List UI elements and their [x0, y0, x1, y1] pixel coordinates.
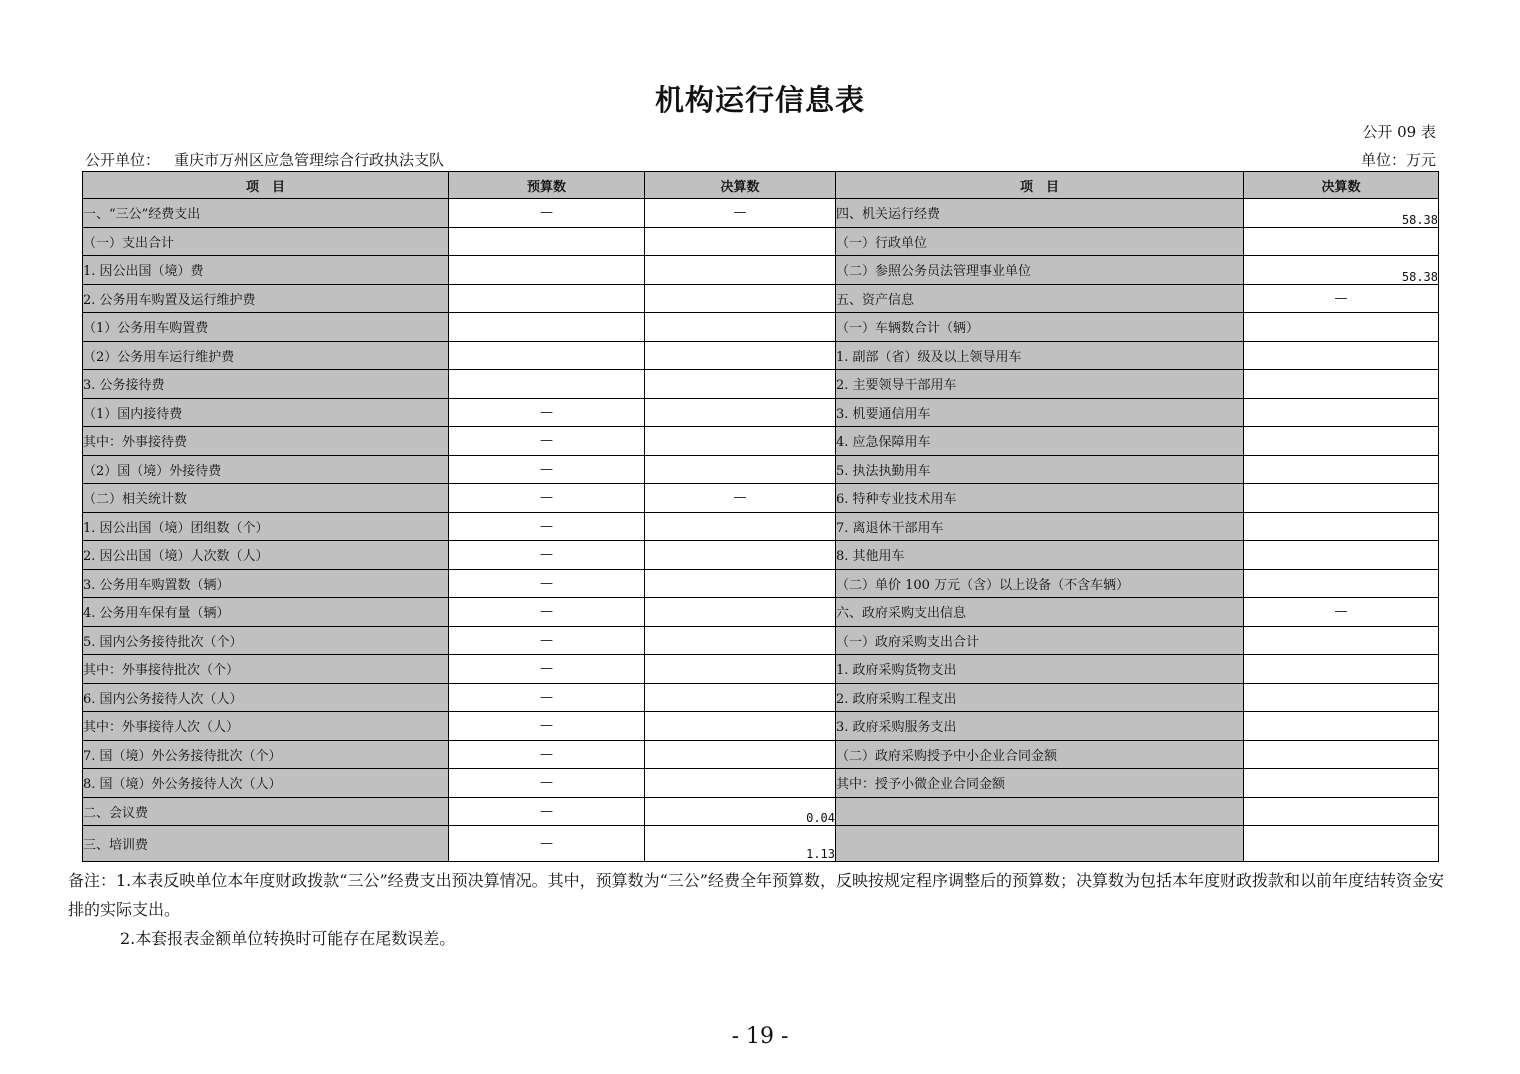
row-item: 3. 公务用车购置数（辆） [83, 569, 449, 598]
row-final-right: — [1244, 598, 1439, 627]
row-item-right: 6. 特种专业技术用车 [836, 484, 1244, 513]
row-final [645, 512, 836, 541]
row-final-right [1244, 541, 1439, 570]
row-final-right [1244, 484, 1439, 513]
header-final-right: 决算数 [1244, 172, 1439, 199]
row-budget: — [449, 712, 645, 741]
row-item-right: （一）车辆数合计（辆） [836, 313, 1244, 342]
row-item-right: 2. 政府采购工程支出 [836, 683, 1244, 712]
row-budget: — [449, 199, 645, 228]
row-item: （1）国内接待费 [83, 398, 449, 427]
row-final [645, 683, 836, 712]
row-final-right: 58.38 [1244, 256, 1439, 285]
row-item: （2）国（境）外接待费 [83, 455, 449, 484]
row-item-right: 1. 副部（省）级及以上领导用车 [836, 341, 1244, 370]
table-row [83, 427, 1439, 456]
row-item: 3. 公务接待费 [83, 370, 449, 399]
row-item-right: 5. 执法执勤用车 [836, 455, 1244, 484]
notes [68, 866, 1458, 953]
row-final-right [1244, 655, 1439, 684]
row-item: 其中：外事接待人次（人） [83, 712, 449, 741]
table-row [83, 341, 1439, 370]
row-budget [449, 256, 645, 285]
table-row [83, 683, 1439, 712]
table-row [83, 712, 1439, 741]
row-budget [449, 370, 645, 399]
header-final: 决算数 [645, 172, 836, 199]
header-item-right: 项 目 [836, 172, 1244, 199]
row-item-right: 1. 政府采购货物支出 [836, 655, 1244, 684]
table-row [83, 740, 1439, 769]
row-item: 1. 因公出国（境）团组数（个） [83, 512, 449, 541]
row-final-right [1244, 797, 1439, 826]
row-budget: — [449, 683, 645, 712]
row-final [645, 655, 836, 684]
row-final [645, 256, 836, 285]
row-item-right: 五、资产信息 [836, 284, 1244, 313]
table-row [83, 797, 1439, 826]
row-item: 其中：外事接待费 [83, 427, 449, 456]
row-item-right: 四、机关运行经费 [836, 199, 1244, 228]
row-final-right: — [1244, 284, 1439, 313]
table-row [83, 199, 1439, 228]
row-budget: — [449, 626, 645, 655]
row-budget: — [449, 455, 645, 484]
reporting-unit-label: 公开单位： [85, 151, 161, 169]
row-item: 2. 因公出国（境）人次数（人） [83, 541, 449, 570]
header-item: 项 目 [83, 172, 449, 199]
row-final-right [1244, 712, 1439, 741]
row-final-right [1244, 227, 1439, 256]
row-item: 7. 国（境）外公务接待批次（个） [83, 740, 449, 769]
table-row [83, 398, 1439, 427]
row-final [645, 427, 836, 456]
row-final: 0.04 [645, 797, 836, 826]
row-item-right: 其中：授予小微企业合同金额 [836, 769, 1244, 798]
row-budget [449, 227, 645, 256]
table-row [83, 655, 1439, 684]
row-item-right: 7. 离退休干部用车 [836, 512, 1244, 541]
row-final [645, 284, 836, 313]
reporting-unit-name: 重庆市万州区应急管理综合行政执法支队 [174, 151, 445, 169]
page-number: - 19 - [731, 1024, 789, 1049]
table-row [83, 484, 1439, 513]
row-item-right: （二）单价 100 万元（含）以上设备（不含车辆） [836, 569, 1244, 598]
header-row [83, 172, 1439, 199]
table-row [83, 826, 1439, 862]
row-item: （一）支出合计 [83, 227, 449, 256]
row-final-right: 58.38 [1244, 199, 1439, 228]
note-line-1: 备注：1.本表反映单位本年度财政拨款“三公”经费支出预决算情况。其中，预算数为“三公”经费全年预算数，反映按规定程序调整后的预算数；决算数为包括本年度财政拨款和以前年度结转资金安排的实际支出。 [68, 871, 1444, 919]
row-final [645, 341, 836, 370]
row-budget [449, 341, 645, 370]
row-final-right [1244, 341, 1439, 370]
row-item: 二、会议费 [83, 797, 449, 826]
row-item-right: 3. 政府采购服务支出 [836, 712, 1244, 741]
row-final: — [645, 199, 836, 228]
row-final [645, 598, 836, 627]
row-budget: — [449, 541, 645, 570]
row-final-right [1244, 512, 1439, 541]
row-item: （二）相关统计数 [83, 484, 449, 513]
row-item: 三、培训费 [83, 826, 449, 862]
table-row [83, 569, 1439, 598]
row-budget: — [449, 769, 645, 798]
row-final: 1.13 [645, 826, 836, 862]
row-budget: — [449, 797, 645, 826]
table-row [83, 769, 1439, 798]
table-row [83, 455, 1439, 484]
table-row [83, 284, 1439, 313]
form-number: 公开 09 表 [1362, 123, 1436, 141]
row-final [645, 541, 836, 570]
row-budget: — [449, 398, 645, 427]
reporting-unit [85, 149, 444, 170]
row-budget: — [449, 569, 645, 598]
row-item-right: 8. 其他用车 [836, 541, 1244, 570]
row-item-right: 3. 机要通信用车 [836, 398, 1244, 427]
row-final [645, 455, 836, 484]
row-final [645, 398, 836, 427]
row-final [645, 569, 836, 598]
page-title: 机构运行信息表 [654, 83, 865, 117]
row-item: 4. 公务用车保有量（辆） [83, 598, 449, 627]
row-budget: — [449, 826, 645, 862]
row-final-right [1244, 398, 1439, 427]
table-row [83, 370, 1439, 399]
row-item-right: （二）参照公务员法管理事业单位 [836, 256, 1244, 285]
table-row [83, 313, 1439, 342]
table-row [83, 227, 1439, 256]
row-budget: — [449, 598, 645, 627]
row-budget [449, 313, 645, 342]
row-item-right: （二）政府采购授予中小企业合同金额 [836, 740, 1244, 769]
row-final [645, 712, 836, 741]
table-row [83, 541, 1439, 570]
row-item-right: 六、政府采购支出信息 [836, 598, 1244, 627]
row-budget: — [449, 740, 645, 769]
row-item: 2. 公务用车购置及运行维护费 [83, 284, 449, 313]
row-budget: — [449, 427, 645, 456]
header-budget: 预算数 [449, 172, 645, 199]
note-line-2: 2.本套报表金额单位转换时可能存在尾数误差。 [120, 929, 456, 948]
row-item-right: （一）行政单位 [836, 227, 1244, 256]
row-item-right [836, 797, 1244, 826]
row-budget: — [449, 655, 645, 684]
row-final-right [1244, 769, 1439, 798]
row-final-right [1244, 826, 1439, 862]
row-final [645, 227, 836, 256]
table-row [83, 598, 1439, 627]
row-budget [449, 284, 645, 313]
row-final: — [645, 484, 836, 513]
row-item-right: 2. 主要领导干部用车 [836, 370, 1244, 399]
row-item-right: 4. 应急保障用车 [836, 427, 1244, 456]
row-budget: — [449, 484, 645, 513]
row-item: （1）公务用车购置费 [83, 313, 449, 342]
table-row [83, 256, 1439, 285]
row-budget: — [449, 512, 645, 541]
row-item: 一、“三公”经费支出 [83, 199, 449, 228]
row-final-right [1244, 370, 1439, 399]
row-final-right [1244, 313, 1439, 342]
row-item: 6. 国内公务接待人次（人） [83, 683, 449, 712]
row-final-right [1244, 683, 1439, 712]
row-final [645, 769, 836, 798]
table-row [83, 626, 1439, 655]
table-row [83, 512, 1439, 541]
row-item: 1. 因公出国（境）费 [83, 256, 449, 285]
row-final [645, 740, 836, 769]
row-final-right [1244, 455, 1439, 484]
row-item-right: （一）政府采购支出合计 [836, 626, 1244, 655]
row-final-right [1244, 569, 1439, 598]
row-final-right [1244, 740, 1439, 769]
row-final-right [1244, 427, 1439, 456]
currency-unit: 单位：万元 [1360, 151, 1436, 169]
row-item: 5. 国内公务接待批次（个） [83, 626, 449, 655]
row-item: 8. 国（境）外公务接待人次（人） [83, 769, 449, 798]
row-item-right [836, 826, 1244, 862]
row-item: 其中：外事接待批次（个） [83, 655, 449, 684]
row-final [645, 626, 836, 655]
row-final-right [1244, 626, 1439, 655]
row-final [645, 370, 836, 399]
row-item: （2）公务用车运行维护费 [83, 341, 449, 370]
info-table [82, 171, 1439, 862]
row-final [645, 313, 836, 342]
